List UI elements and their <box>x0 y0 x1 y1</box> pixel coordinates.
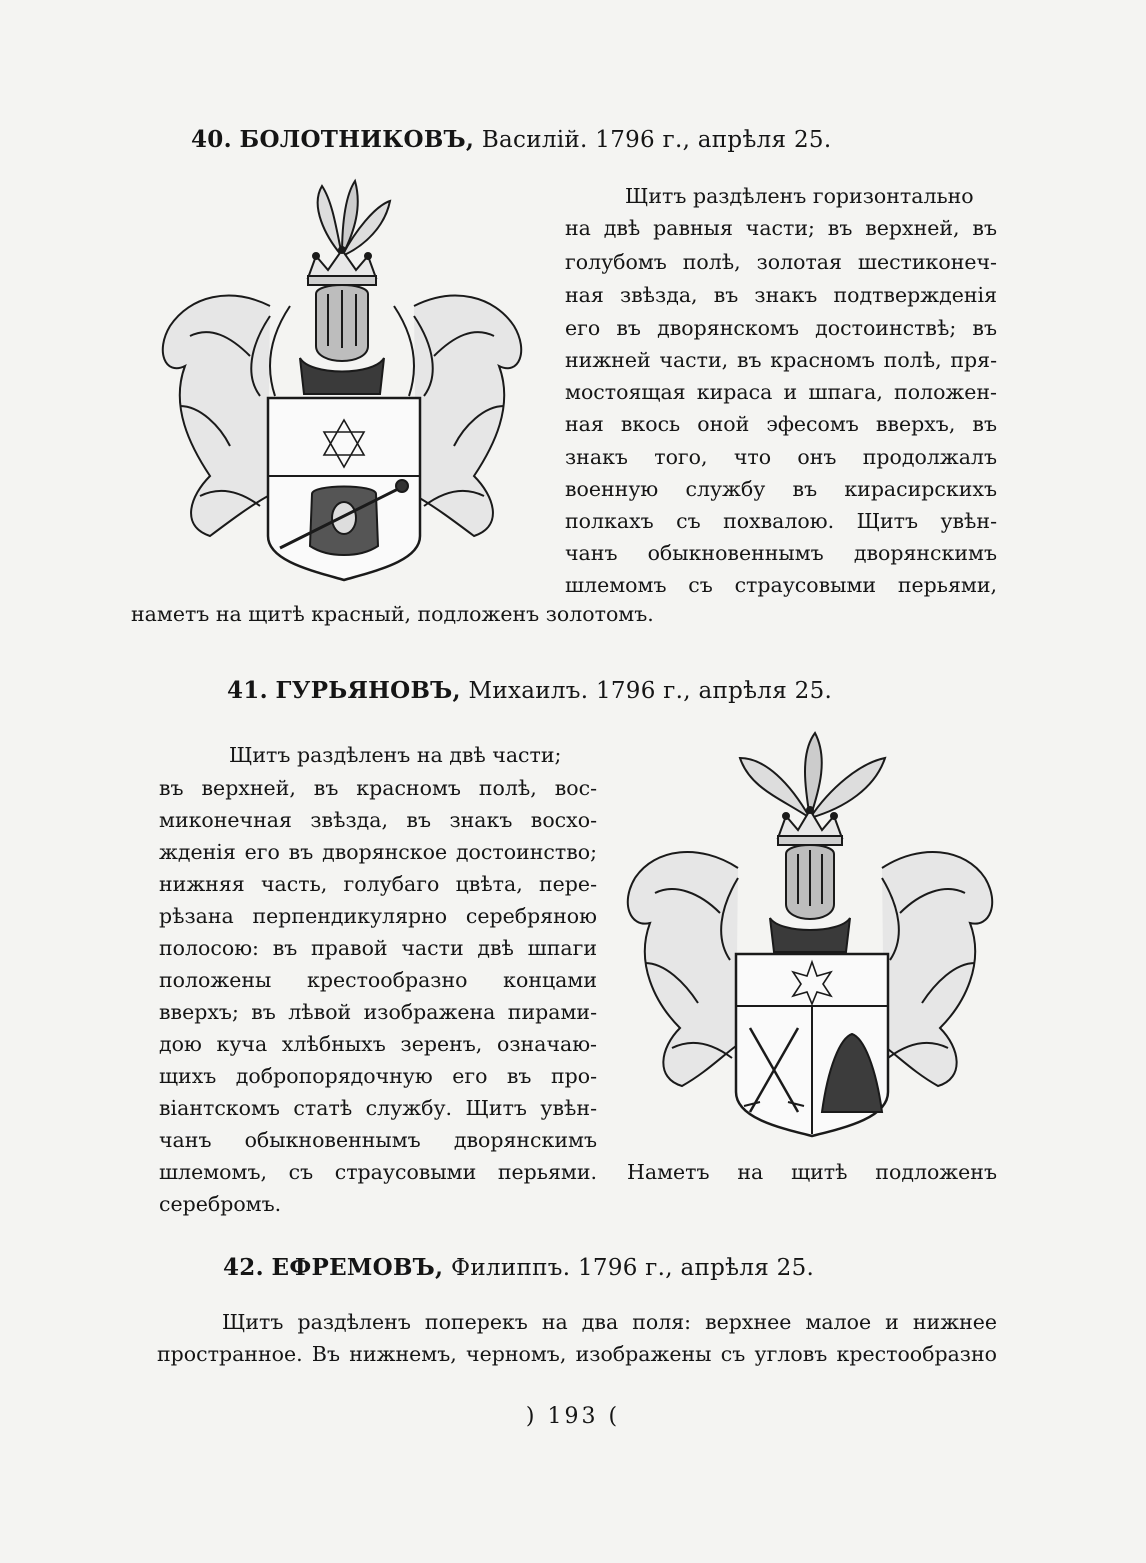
text-line: дою куча хлѣбныхъ зеренъ, означаю- <box>159 1032 597 1056</box>
text-line: полосою: въ правой части двѣ шпаги <box>159 936 597 960</box>
text-line: шлемомъ, съ страусовыми перьями. <box>159 1160 597 1184</box>
text-line: нижней части, въ красномъ полѣ, пря- <box>565 348 997 372</box>
text-line: положены крестообразно концами <box>159 968 597 992</box>
entry-number: 41. <box>227 677 268 704</box>
entry-details: Филиппъ. 1796 г., апрѣля 25. <box>443 1255 815 1281</box>
text-line: его въ дворянскомъ достоинствѣ; въ <box>565 316 997 340</box>
text-line: на двѣ равныя части; въ верхней, въ <box>565 216 997 240</box>
entry-details: Михаилъ. 1796 г., апрѣля 25. <box>460 678 833 704</box>
text-line: мостоящая кираса и шпага, положен- <box>565 380 997 404</box>
text-line: чанъ обыкновеннымъ дворянскимъ <box>159 1128 597 1152</box>
text-line: Наметъ на щитѣ подложенъ <box>627 1160 997 1184</box>
text-line: жденія его въ дворянское достоинство; <box>159 840 597 864</box>
text-line: знакъ того, что онъ продолжалъ <box>565 445 997 469</box>
entry-surname: БОЛОТНИКОВЪ, <box>239 126 475 153</box>
text-line: наметъ на щитѣ красный, подложенъ золотомъ. <box>131 602 654 626</box>
text-line: ная звѣзда, въ знакъ подтвержденія <box>565 283 997 307</box>
coat-of-arms-bolotnikov <box>150 176 535 584</box>
text-line: віантскомъ статѣ службу. Щитъ увѣн- <box>159 1096 597 1120</box>
entry-number: 40. <box>191 126 232 153</box>
entry-number: 42. <box>223 1254 264 1281</box>
entry-heading <box>223 1254 814 1281</box>
text-line: полкахъ съ похвалою. Щитъ увѣн- <box>565 509 997 533</box>
entry-surname: ЕФРЕМОВЪ, <box>271 1254 444 1281</box>
text-line: вверхъ; въ лѣвой изображена пирами- <box>159 1000 597 1024</box>
text-line: Щитъ раздѣленъ горизонтально <box>625 184 974 208</box>
text-line: ная вкось оной эфесомъ вверхъ, въ <box>565 412 997 436</box>
text-line: голубомъ полѣ, золотая шестиконеч- <box>565 250 997 274</box>
coat-of-arms-guryanov <box>620 728 1000 1140</box>
entry-heading <box>191 126 831 153</box>
entry-details: Василій. 1796 г., апрѣля 25. <box>474 127 832 153</box>
text-line: пространное. Въ нижнемъ, черномъ, изображены съ угловъ крестообразно <box>157 1342 997 1366</box>
text-line: Щитъ раздѣленъ на двѣ части; <box>229 743 562 767</box>
text-line: щихъ добропорядочную его въ про- <box>159 1064 597 1088</box>
text-line: военную службу въ кирасирскихъ <box>565 477 997 501</box>
text-line: въ верхней, въ красномъ полѣ, вос- <box>159 776 597 800</box>
text-line: шлемомъ съ страусовыми перьями, <box>565 573 997 597</box>
entry-surname: ГУРЬЯНОВЪ, <box>275 677 461 704</box>
text-line: серебромъ. <box>159 1192 282 1216</box>
entry-heading <box>227 677 832 704</box>
text-line: чанъ обыкновеннымъ дворянскимъ <box>565 541 997 565</box>
text-line: рѣзана перпендикулярно серебряною <box>159 904 597 928</box>
page-number: ) 193 ( <box>525 1404 621 1429</box>
text-line: Щитъ раздѣленъ поперекъ на два поля: верхнее малое и нижнее <box>222 1310 997 1334</box>
text-line: миконечная звѣзда, въ знакъ восхо- <box>159 808 597 832</box>
text-line: нижняя часть, голубаго цвѣта, пере- <box>159 872 597 896</box>
